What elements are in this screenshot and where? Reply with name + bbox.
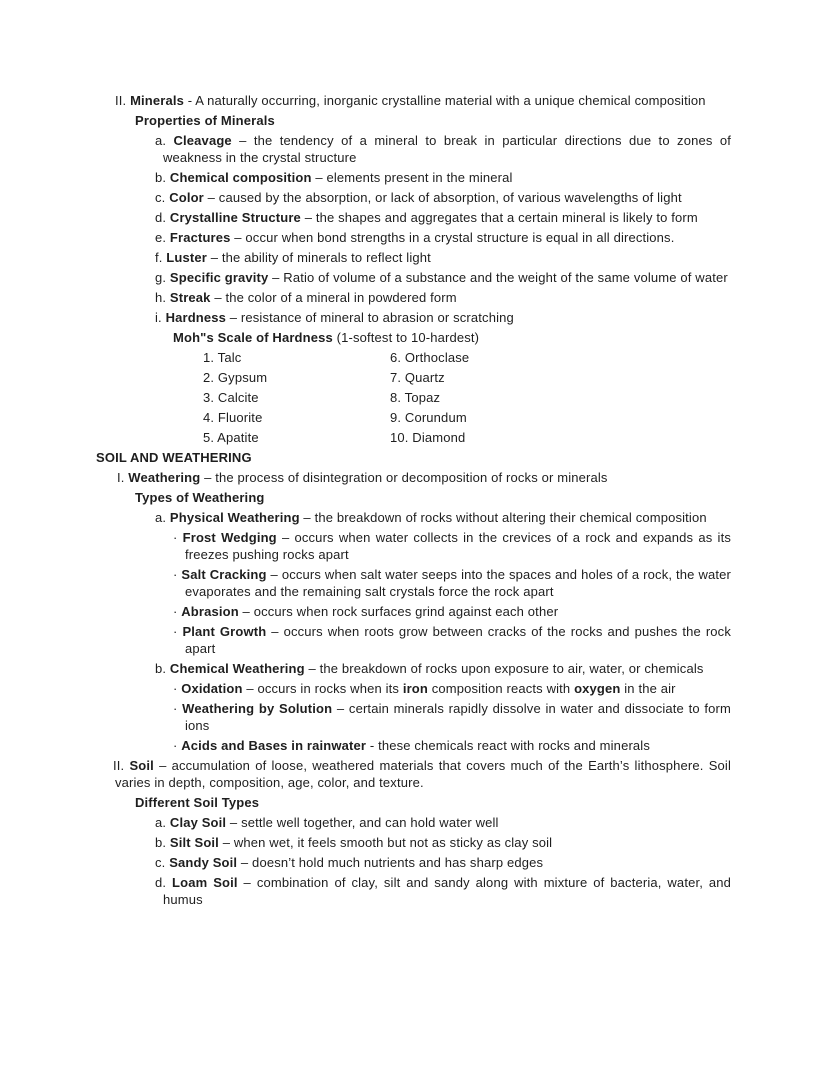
plant-growth-bullet [173,623,731,657]
abrasion-bullet [173,603,731,620]
item-text: – occur when bond strengths in a crystal structure is equal in all directions. [230,230,675,245]
mohs-list-item: 1. Talc [203,350,242,365]
mohs-scale-heading [173,329,731,346]
soil-text: – accumulation of loose, weathered materials that covers much of the Earth’s lithosphere. Soil varies in depth, composition, age, color, and texture. [115,758,731,790]
soil-and-weathering-heading: SOIL AND WEATHERING [96,450,252,465]
item-text: – the ability of minerals to reflect light [206,250,431,265]
item-label: c. [155,855,170,870]
soil-type-sandy [155,854,731,871]
soil-term: Soil [129,758,154,773]
bullet-glyph: · [173,604,182,619]
minerals-term: Minerals [130,93,185,108]
weathering-by-solution-bullet [173,700,731,734]
item-label: d. [155,875,173,890]
item-text: – the breakdown of rocks upon exposure to air, water, or chemicals [304,661,704,676]
property-item-specific-gravity [155,269,731,286]
item-text: – doesn’t hold much nutrients and has sharp edges [237,855,544,870]
mohs-list-item: 6. Orthoclase [390,350,470,365]
item-term: Chemical composition [169,170,312,185]
property-item-fractures [155,229,731,246]
item-label: a. [155,133,174,148]
item-term: Chemical Weathering [169,661,305,676]
item-label: h. [155,290,170,305]
item-text: – settle well together, and can hold water well [226,815,499,830]
property-item-crystalline-structure [155,209,731,226]
bullet-text: – occurs when water collects in the crevices of a rock and expands as its freezes pushing rocks apart [185,530,731,562]
item-term: Hardness [165,310,227,325]
mohs-list-item: 8. Topaz [390,390,441,405]
item-text: – the tendency of a mineral to break in particular directions due to zones of weakness in the crystal structure [163,133,731,165]
mohs-list-item: 4. Fluorite [203,410,263,425]
item-term: Specific gravity [169,270,269,285]
bullet-text: - these chemicals react with rocks and minerals [366,738,650,753]
item-term: Streak [169,290,211,305]
mohs-list-item: 2. Gypsum [203,370,268,385]
bullet-glyph: · [173,701,183,716]
bullet-term: Acids and Bases in rainwater [181,738,367,753]
frost-wedging-bullet [173,529,731,563]
item-label: g. [155,270,170,285]
bullet-text: – occurs in rocks when its [242,681,403,696]
weathering-text: – the process of disintegration or decomposition of rocks or minerals [200,470,608,485]
chemical-weathering-item [155,660,731,677]
minerals-text: - A naturally occurring, inorganic crystalline material with a unique chemical composition [184,93,706,108]
physical-weathering-item [155,509,731,526]
bullet-glyph: · [173,738,182,753]
item-label: b. [155,170,170,185]
item-term: Luster [166,250,207,265]
weathering-definition [117,469,731,486]
mohs-list-item: 3. Calcite [203,390,259,405]
bullet-term: Abrasion [181,604,239,619]
mohs-list-item: 10. Diamond [390,430,466,445]
item-term: Color [169,190,204,205]
weathering-numeral: I. [117,470,129,485]
mohs-subtitle-text: (1-softest to 10-hardest) [332,330,480,345]
minerals-definition [96,92,731,109]
property-item-hardness [155,309,731,326]
item-term: Silt Soil [169,835,219,850]
bullet-text: – occurs when rock surfaces grind against each other [238,604,559,619]
oxidation-bullet [173,680,731,697]
item-label: a. [155,510,170,525]
bullet-term: Plant Growth [182,624,267,639]
item-text: – the breakdown of rocks without altering their chemical composition [299,510,707,525]
item-label: f. [155,250,167,265]
item-label: d. [155,210,170,225]
mohs-list-item: 9. Corundum [390,410,467,425]
item-text: – elements present in the mineral [311,170,513,185]
item-text: – the color of a mineral in powdered form [210,290,457,305]
types-of-weathering-heading: Types of Weathering [135,490,265,505]
bullet-text: in the air [620,681,676,696]
salt-cracking-bullet [173,566,731,600]
bullet-term: Frost Wedging [182,530,277,545]
bullet-text: – occurs when roots grow between cracks of the rocks and pushes the rock apart [185,624,731,656]
bullet-glyph: · [173,567,182,582]
property-item-cleavage [155,132,731,166]
bullet-text: composition reacts with [427,681,575,696]
item-term: Fractures [169,230,231,245]
bullet-term: Weathering by Solution [182,701,333,716]
item-term: Crystalline Structure [169,210,301,225]
property-item-color [155,189,731,206]
item-text: – resistance of mineral to abrasion or scratching [226,310,514,325]
item-term: Sandy Soil [169,855,238,870]
properties-of-minerals-heading: Properties of Minerals [135,113,275,128]
item-term: Clay Soil [169,815,227,830]
item-label: e. [155,230,170,245]
item-text: – Ratio of volume of a substance and the weight of the same volume of water [268,270,728,285]
mohs-title-text: Moh"s Scale of Hardness [173,330,333,345]
item-label: a. [155,815,170,830]
soil-definition [115,757,731,791]
bullet-term: Salt Cracking [181,567,267,582]
item-text: – the shapes and aggregates that a certain mineral is likely to form [300,210,698,225]
soil-type-loam [155,874,732,908]
soil-type-clay [155,814,731,831]
item-label: b. [155,661,170,676]
item-label: b. [155,835,170,850]
inline-bold-iron: iron [402,681,428,696]
bullet-glyph: · [173,681,182,696]
bullet-term: Oxidation [181,681,243,696]
item-term: Cleavage [173,133,232,148]
minerals-numeral: II. [115,93,131,108]
item-label: c. [155,190,170,205]
property-item-streak [155,289,731,306]
item-term: Loam Soil [172,875,238,890]
acids-and-bases-bullet [173,737,731,754]
soil-type-silt [155,834,731,851]
mohs-list-item: 7. Quartz [390,370,445,385]
property-item-luster [155,249,731,266]
mohs-list-item: 5. Apatite [203,430,259,445]
item-label: i. [155,310,166,325]
item-text: – combination of clay, silt and sandy along with mixture of bacteria, water, and humus [163,875,732,907]
item-term: Physical Weathering [169,510,300,525]
bullet-glyph: · [173,530,183,545]
mohs-scale-list [203,349,731,446]
different-soil-types-heading: Different Soil Types [135,795,260,810]
property-item-chemical-composition [155,169,731,186]
bullet-text: – certain minerals rapidly dissolve in water and dissociate to form ions [185,701,731,733]
inline-bold-oxygen: oxygen [574,681,621,696]
bullet-glyph: · [173,624,183,639]
weathering-term: Weathering [128,470,201,485]
bullet-text: – occurs when salt water seeps into the spaces and holes of a rock, the water evaporates and the remaining salt crystals force the rock apart [185,567,731,599]
item-text: – when wet, it feels smooth but not as sticky as clay soil [218,835,553,850]
soil-numeral: II. [113,758,130,773]
item-text: – caused by the absorption, or lack of absorption, of various wavelengths of light [203,190,682,205]
